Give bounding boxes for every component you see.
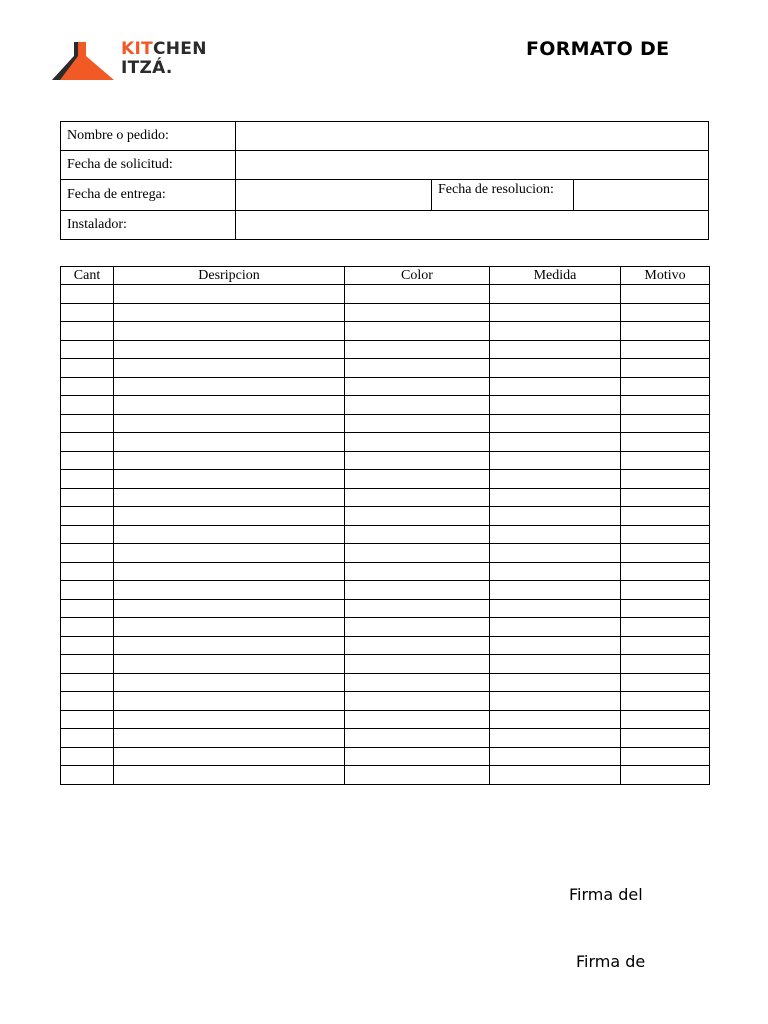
range-hood-icon <box>52 42 116 82</box>
cell-medida[interactable] <box>490 581 621 600</box>
cell-color[interactable] <box>345 414 490 433</box>
table-row <box>61 729 710 748</box>
cell-color[interactable] <box>345 396 490 415</box>
cell-descripcion[interactable] <box>114 636 345 655</box>
fecha-resolucion-label: Fecha de resolucion: <box>432 180 574 211</box>
cell-cant[interactable] <box>61 340 114 359</box>
cell-cant[interactable] <box>61 359 114 378</box>
cell-cant[interactable] <box>61 655 114 674</box>
cell-medida[interactable] <box>490 359 621 378</box>
cell-descripcion[interactable] <box>114 451 345 470</box>
cell-medida[interactable] <box>490 507 621 526</box>
fecha-entrega-label: Fecha de entrega: <box>61 180 236 211</box>
items-table <box>60 266 710 785</box>
cell-motivo[interactable] <box>621 692 710 711</box>
cell-cant[interactable] <box>61 747 114 766</box>
info-row-fecha-entrega <box>61 180 709 211</box>
cell-cant[interactable] <box>61 636 114 655</box>
table-row <box>61 303 710 322</box>
cell-color[interactable] <box>345 636 490 655</box>
cell-cant[interactable] <box>61 710 114 729</box>
cell-medida[interactable] <box>490 303 621 322</box>
table-row <box>61 544 710 563</box>
fecha-solicitud-field[interactable] <box>236 151 709 180</box>
cell-motivo[interactable] <box>621 285 710 304</box>
cell-cant[interactable] <box>61 729 114 748</box>
table-row <box>61 507 710 526</box>
cell-motivo[interactable] <box>621 322 710 341</box>
instalador-field[interactable] <box>236 211 709 240</box>
cell-descripcion[interactable] <box>114 692 345 711</box>
cell-color[interactable] <box>345 766 490 785</box>
cell-descripcion[interactable] <box>114 544 345 563</box>
table-row <box>61 340 710 359</box>
cell-cant[interactable] <box>61 618 114 637</box>
cell-motivo[interactable] <box>621 581 710 600</box>
cell-motivo[interactable] <box>621 396 710 415</box>
cell-motivo[interactable] <box>621 710 710 729</box>
cell-cant[interactable] <box>61 285 114 304</box>
items-header-row <box>61 267 710 285</box>
cell-descripcion[interactable] <box>114 340 345 359</box>
cell-descripcion[interactable] <box>114 488 345 507</box>
cell-color[interactable] <box>345 544 490 563</box>
table-row <box>61 655 710 674</box>
info-row-fecha-solicitud <box>61 151 709 180</box>
cell-descripcion[interactable] <box>114 470 345 489</box>
column-header-cant: Cant <box>61 267 114 285</box>
cell-motivo[interactable] <box>621 729 710 748</box>
cell-color[interactable] <box>345 488 490 507</box>
cell-color[interactable] <box>345 581 490 600</box>
cell-color[interactable] <box>345 599 490 618</box>
cell-medida[interactable] <box>490 618 621 637</box>
table-row <box>61 285 710 304</box>
cell-medida[interactable] <box>490 285 621 304</box>
table-row <box>61 488 710 507</box>
cell-motivo[interactable] <box>621 618 710 637</box>
cell-color[interactable] <box>345 433 490 452</box>
cell-descripcion[interactable] <box>114 414 345 433</box>
cell-color[interactable] <box>345 303 490 322</box>
cell-descripcion[interactable] <box>114 377 345 396</box>
cell-color[interactable] <box>345 562 490 581</box>
cell-medida[interactable] <box>490 451 621 470</box>
cell-motivo[interactable] <box>621 359 710 378</box>
cell-color[interactable] <box>345 507 490 526</box>
table-row <box>61 525 710 544</box>
cell-color[interactable] <box>345 747 490 766</box>
cell-motivo[interactable] <box>621 303 710 322</box>
order-info-table <box>60 121 709 240</box>
cell-color[interactable] <box>345 377 490 396</box>
cell-motivo[interactable] <box>621 488 710 507</box>
table-row <box>61 562 710 581</box>
cell-cant[interactable] <box>61 507 114 526</box>
fecha-solicitud-label: Fecha de solicitud: <box>61 151 236 180</box>
cell-medida[interactable] <box>490 488 621 507</box>
cell-motivo[interactable] <box>621 507 710 526</box>
table-row <box>61 581 710 600</box>
cell-medida[interactable] <box>490 599 621 618</box>
info-row-instalador <box>61 211 709 240</box>
cell-medida[interactable] <box>490 414 621 433</box>
nombre-label: Nombre o pedido: <box>61 122 236 151</box>
cell-color[interactable] <box>345 618 490 637</box>
column-header-motivo: Motivo <box>621 267 710 285</box>
cell-color[interactable] <box>345 285 490 304</box>
cell-descripcion[interactable] <box>114 673 345 692</box>
cell-descripcion[interactable] <box>114 710 345 729</box>
cell-medida[interactable] <box>490 692 621 711</box>
table-row <box>61 747 710 766</box>
cell-medida[interactable] <box>490 562 621 581</box>
table-row <box>61 673 710 692</box>
cell-cant[interactable] <box>61 470 114 489</box>
cell-medida[interactable] <box>490 636 621 655</box>
cell-cant[interactable] <box>61 377 114 396</box>
cell-medida[interactable] <box>490 729 621 748</box>
cell-descripcion[interactable] <box>114 581 345 600</box>
cell-motivo[interactable] <box>621 562 710 581</box>
cell-descripcion[interactable] <box>114 396 345 415</box>
cell-cant[interactable] <box>61 451 114 470</box>
cell-descripcion[interactable] <box>114 303 345 322</box>
cell-cant[interactable] <box>61 562 114 581</box>
items-body <box>61 285 710 785</box>
logo-text-line2: ITZÁ. <box>121 58 173 78</box>
cell-descripcion[interactable] <box>114 599 345 618</box>
cell-descripcion[interactable] <box>114 507 345 526</box>
table-row <box>61 414 710 433</box>
cell-cant[interactable] <box>61 433 114 452</box>
cell-medida[interactable] <box>490 747 621 766</box>
column-header-medida: Medida <box>490 267 621 285</box>
table-row <box>61 636 710 655</box>
cell-descripcion[interactable] <box>114 359 345 378</box>
cell-cant[interactable] <box>61 303 114 322</box>
cell-color[interactable] <box>345 470 490 489</box>
cell-motivo[interactable] <box>621 470 710 489</box>
table-row <box>61 766 710 785</box>
cell-color[interactable] <box>345 655 490 674</box>
column-header-descripcion: Desripcion <box>114 267 345 285</box>
info-row-nombre <box>61 122 709 151</box>
cell-medida[interactable] <box>490 396 621 415</box>
cell-motivo[interactable] <box>621 747 710 766</box>
fecha-entrega-field[interactable] <box>236 180 432 211</box>
cell-descripcion[interactable] <box>114 766 345 785</box>
company-logo <box>52 39 207 84</box>
signature-label-2: Firma de <box>576 952 646 971</box>
cell-descripcion[interactable] <box>114 322 345 341</box>
cell-cant[interactable] <box>61 414 114 433</box>
cell-color[interactable] <box>345 729 490 748</box>
cell-medida[interactable] <box>490 433 621 452</box>
table-row <box>61 470 710 489</box>
cell-cant[interactable] <box>61 766 114 785</box>
cell-motivo[interactable] <box>621 433 710 452</box>
nombre-field[interactable] <box>236 122 709 151</box>
cell-medida[interactable] <box>490 322 621 341</box>
cell-color[interactable] <box>345 525 490 544</box>
table-row <box>61 377 710 396</box>
cell-color[interactable] <box>345 673 490 692</box>
table-row <box>61 451 710 470</box>
cell-motivo[interactable] <box>621 451 710 470</box>
fecha-resolucion-field[interactable] <box>574 180 709 211</box>
signature-label-1: Firma del <box>569 885 643 904</box>
cell-cant[interactable] <box>61 488 114 507</box>
table-row <box>61 433 710 452</box>
cell-motivo[interactable] <box>621 377 710 396</box>
cell-cant[interactable] <box>61 581 114 600</box>
cell-descripcion[interactable] <box>114 729 345 748</box>
table-row <box>61 618 710 637</box>
instalador-label: Instalador: <box>61 211 236 240</box>
table-row <box>61 322 710 341</box>
cell-descripcion[interactable] <box>114 525 345 544</box>
cell-motivo[interactable] <box>621 766 710 785</box>
cell-motivo[interactable] <box>621 340 710 359</box>
cell-cant[interactable] <box>61 525 114 544</box>
cell-descripcion[interactable] <box>114 562 345 581</box>
logo-text-rest: CHEN <box>153 39 207 59</box>
document-title: FORMATO DE <box>526 38 670 60</box>
cell-cant[interactable] <box>61 322 114 341</box>
cell-cant[interactable] <box>61 396 114 415</box>
cell-medida[interactable] <box>490 470 621 489</box>
cell-color[interactable] <box>345 710 490 729</box>
cell-medida[interactable] <box>490 340 621 359</box>
cell-color[interactable] <box>345 451 490 470</box>
cell-motivo[interactable] <box>621 525 710 544</box>
cell-medida[interactable] <box>490 673 621 692</box>
cell-medida[interactable] <box>490 710 621 729</box>
cell-descripcion[interactable] <box>114 433 345 452</box>
cell-medida[interactable] <box>490 766 621 785</box>
cell-descripcion[interactable] <box>114 285 345 304</box>
cell-color[interactable] <box>345 340 490 359</box>
table-row <box>61 396 710 415</box>
logo-wordmark <box>121 40 207 78</box>
cell-descripcion[interactable] <box>114 747 345 766</box>
cell-color[interactable] <box>345 322 490 341</box>
cell-motivo[interactable] <box>621 655 710 674</box>
cell-descripcion[interactable] <box>114 655 345 674</box>
cell-cant[interactable] <box>61 544 114 563</box>
cell-cant[interactable] <box>61 673 114 692</box>
cell-medida[interactable] <box>490 655 621 674</box>
cell-descripcion[interactable] <box>114 618 345 637</box>
cell-medida[interactable] <box>490 544 621 563</box>
cell-medida[interactable] <box>490 525 621 544</box>
cell-motivo[interactable] <box>621 636 710 655</box>
cell-color[interactable] <box>345 359 490 378</box>
column-header-color: Color <box>345 267 490 285</box>
table-row <box>61 599 710 618</box>
cell-cant[interactable] <box>61 599 114 618</box>
cell-cant[interactable] <box>61 692 114 711</box>
cell-color[interactable] <box>345 692 490 711</box>
table-row <box>61 692 710 711</box>
cell-motivo[interactable] <box>621 673 710 692</box>
cell-motivo[interactable] <box>621 544 710 563</box>
table-row <box>61 710 710 729</box>
cell-motivo[interactable] <box>621 599 710 618</box>
logo-text-accent: KIT <box>121 39 153 59</box>
cell-motivo[interactable] <box>621 414 710 433</box>
cell-medida[interactable] <box>490 377 621 396</box>
table-row <box>61 359 710 378</box>
